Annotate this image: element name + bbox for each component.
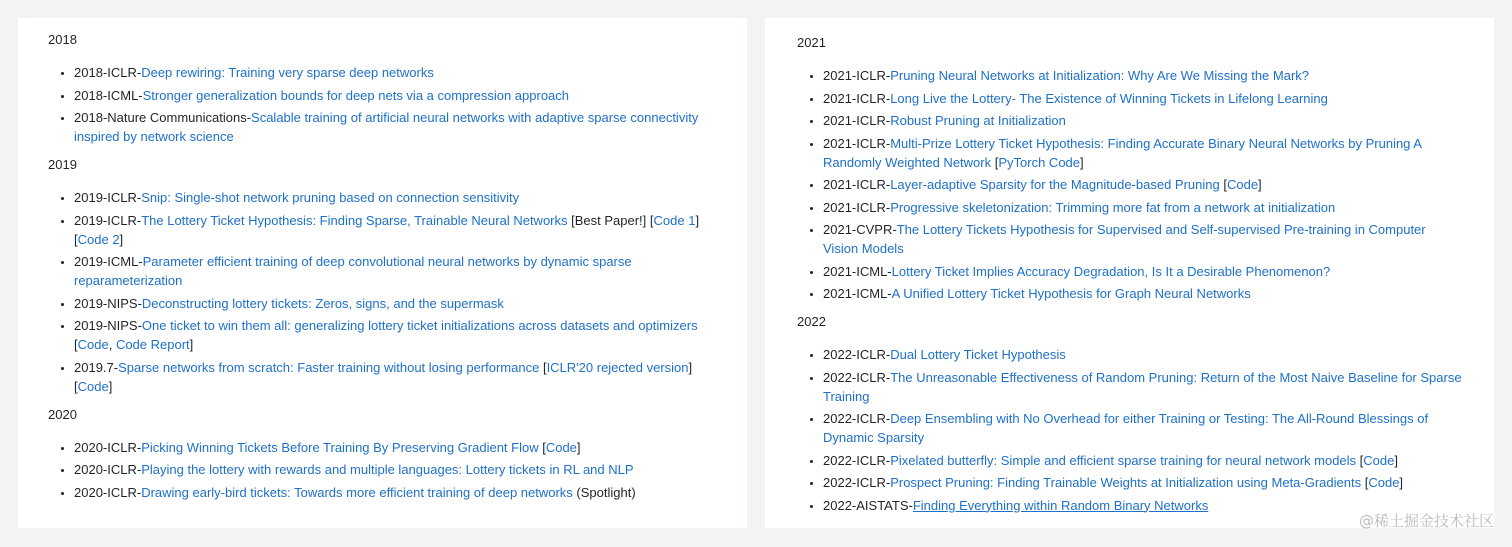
code-link[interactable]: Code xyxy=(1226,177,1259,192)
paper-link[interactable]: Pixelated butterfly: Simple and efficient sparse training for neural network models xyxy=(890,452,1357,468)
year-heading: 2020 xyxy=(48,406,77,422)
item-text: 2022-ICLR- xyxy=(823,452,891,468)
paper-list-item xyxy=(823,368,1464,406)
year-heading: 2019 xyxy=(48,157,77,172)
paper-list-item xyxy=(823,89,1464,108)
item-text: ] xyxy=(1399,475,1404,490)
item-text: 2021-ICML- xyxy=(823,263,892,279)
paper-link[interactable]: Sparse networks from scratch: Faster training without losing performance xyxy=(118,359,540,375)
paper-link[interactable]: Drawing early-bird tickets: Towards more efficient training of deep networks xyxy=(141,484,573,500)
item-text: 2021-ICLR- xyxy=(823,90,891,106)
item-text: 2022-ICLR- xyxy=(823,411,891,426)
item-text: 2019-ICLR- xyxy=(74,212,142,228)
paper-link[interactable]: Robust Pruning at Initialization xyxy=(890,113,1066,128)
item-text: 2019-ICML- xyxy=(74,254,143,269)
item-text: [ xyxy=(74,337,78,352)
code-link[interactable]: ICLR'20 rejected version xyxy=(546,359,689,375)
item-text: 2018-Nature Communications- xyxy=(74,110,252,125)
paper-link[interactable]: Finding Everything within Random Binary Networks xyxy=(912,497,1209,513)
paper-list-item xyxy=(74,316,717,354)
paper-list-item xyxy=(823,66,1464,85)
paper-list-item xyxy=(74,63,717,82)
item-text: 2021-CVPR- xyxy=(823,222,897,237)
paper-link[interactable]: Progressive skeletonization: Trimming more fat from a network at initialization xyxy=(890,199,1336,215)
item-text: ] [ xyxy=(74,359,693,394)
item-text: ] xyxy=(1258,177,1262,192)
code-link[interactable]: Code xyxy=(77,337,109,352)
paper-link[interactable]: Deep rewiring: Training very sparse deep networks xyxy=(141,65,434,80)
item-text: , xyxy=(108,337,116,352)
item-text: 2020-ICLR- xyxy=(74,439,142,455)
code-link[interactable]: Code xyxy=(77,378,109,394)
paper-link[interactable]: Layer-adaptive Sparsity for the Magnitude-based Pruning xyxy=(890,177,1220,192)
paper-list-item xyxy=(823,134,1464,172)
item-text: 2019-ICLR- xyxy=(74,190,142,205)
paper-link[interactable]: Picking Winning Tickets Before Training By Preserving Gradient Flow xyxy=(141,439,539,455)
item-text: ] [ xyxy=(74,212,700,247)
paper-link[interactable]: Long Live the Lottery- The Existence of Winning Tickets in Lifelong Learning xyxy=(890,90,1328,106)
item-text: [Best Paper!] [ xyxy=(567,212,654,228)
paper-list xyxy=(797,66,1464,303)
paper-list xyxy=(48,188,717,396)
year-heading: 2021 xyxy=(797,35,826,50)
paper-list-item xyxy=(823,451,1464,470)
item-text: ] xyxy=(119,231,124,247)
paper-list-item xyxy=(74,86,717,105)
paper-list-item xyxy=(823,111,1464,130)
paper-link[interactable]: Lottery Ticket Implies Accuracy Degradation, Is It a Desirable Phenomenon? xyxy=(891,263,1331,279)
paper-list-item xyxy=(74,358,717,396)
paper-link[interactable]: The Lottery Tickets Hypothesis for Supervised and Self-supervised Pre-training in Computer Vision Models xyxy=(823,222,1426,256)
item-text: 2021-ICLR- xyxy=(823,135,891,151)
paper-list-item xyxy=(74,483,717,502)
item-text: [ xyxy=(1356,452,1364,468)
paper-link[interactable]: The Unreasonable Effectiveness of Random Pruning: Return of the Most Naive Baseline for Sparse Training xyxy=(823,369,1462,404)
paper-link[interactable]: The Lottery Ticket Hypothesis: Finding Sparse, Trainable Neural Networks xyxy=(141,212,568,228)
item-text: 2018-ICLR- xyxy=(74,65,142,80)
item-text: [ xyxy=(991,154,999,170)
item-text: ] xyxy=(108,378,113,394)
item-text: 2019-NIPS- xyxy=(74,295,142,311)
item-text: [ xyxy=(538,439,546,455)
paper-list-item xyxy=(74,252,717,290)
right-panel xyxy=(765,18,1494,528)
item-text: (Spotlight) xyxy=(572,484,636,500)
paper-link[interactable]: Prospect Pruning: Finding Trainable Weights at Initialization using Meta-Gradients xyxy=(890,475,1362,490)
paper-list-item xyxy=(74,460,717,479)
item-text: ] xyxy=(576,439,581,455)
paper-link[interactable]: Parameter efficient training of deep convolutional neural networks by dynamic sparse reparameterization xyxy=(74,254,632,288)
code-link[interactable]: Code xyxy=(1363,452,1395,468)
paper-list-item xyxy=(823,409,1464,447)
year-heading: 2022 xyxy=(797,314,826,329)
paper-list xyxy=(48,438,717,502)
year-heading: 2018 xyxy=(48,32,77,47)
item-text: 2022-AISTATS- xyxy=(823,497,913,513)
paper-link[interactable]: Scalable training of artificial neural networks with adaptive sparse connectivity inspired by network science xyxy=(74,110,699,144)
paper-link[interactable]: A Unified Lottery Ticket Hypothesis for Graph Neural Networks xyxy=(891,286,1251,301)
item-text: 2022-ICLR- xyxy=(823,347,891,362)
paper-link[interactable]: Pruning Neural Networks at Initialization: Why Are We Missing the Mark? xyxy=(890,68,1310,83)
paper-list-item xyxy=(74,294,717,313)
paper-list-item xyxy=(823,262,1464,281)
paper-link[interactable]: Playing the lottery with rewards and multiple languages: Lottery tickets in RL and NLP xyxy=(141,462,634,477)
paper-link[interactable]: Deconstructing lottery tickets: Zeros, signs, and the supermask xyxy=(141,295,504,311)
paper-list-item xyxy=(74,211,717,249)
paper-list xyxy=(48,63,717,146)
paper-link[interactable]: One ticket to win them all: generalizing lottery ticket initializations across datasets and optimizers xyxy=(141,318,698,333)
code-link[interactable]: Code 1 xyxy=(653,212,696,228)
item-text: [ xyxy=(539,359,547,375)
paper-list-item xyxy=(823,220,1464,258)
paper-link[interactable]: Stronger generalization bounds for deep nets via a compression approach xyxy=(142,87,570,103)
watermark: @稀土掘金技术社区 xyxy=(1358,512,1494,530)
paper-list-item xyxy=(74,188,717,207)
left-panel xyxy=(18,18,747,528)
item-text: 2022-ICLR- xyxy=(823,369,891,385)
item-text: [ xyxy=(1361,475,1369,490)
paper-link[interactable]: Multi-Prize Lottery Ticket Hypothesis: Finding Accurate Binary Neural Networks by Pruning A Randomly Weighted Network xyxy=(823,135,1422,170)
code-link[interactable]: PyTorch Code xyxy=(998,154,1081,170)
paper-list xyxy=(797,345,1464,515)
item-text: 2020-ICLR- xyxy=(74,484,142,500)
code-link[interactable]: Code 2 xyxy=(77,231,120,247)
item-text: 2021-ICLR- xyxy=(823,199,891,215)
paper-list-item xyxy=(823,284,1464,303)
item-text: ] xyxy=(189,337,194,352)
paper-list-item xyxy=(823,345,1464,364)
code-link[interactable]: Code Report xyxy=(115,337,190,352)
item-text: 2020-ICLR- xyxy=(74,462,142,477)
item-text: 2018-ICML- xyxy=(74,87,143,103)
paper-list-item xyxy=(823,473,1464,492)
item-text: [ xyxy=(1219,177,1227,192)
paper-list-item xyxy=(74,438,717,457)
code-link[interactable]: Code xyxy=(1368,475,1400,490)
code-link[interactable]: Code xyxy=(545,439,577,455)
paper-list-item xyxy=(74,108,717,146)
item-text: 2021-ICLR- xyxy=(823,113,891,128)
item-text: ] xyxy=(1080,154,1084,170)
paper-link[interactable]: Deep Ensembling with No Overhead for either Training or Testing: The All-Round Blessings of Dynamic Sparsity xyxy=(823,411,1429,445)
paper-list-item xyxy=(823,175,1464,194)
item-text: ] xyxy=(1394,452,1398,468)
paper-list-item xyxy=(823,198,1464,217)
paper-link[interactable]: Dual Lottery Ticket Hypothesis xyxy=(890,347,1066,362)
item-text: 2019.7- xyxy=(74,359,119,375)
item-text: 2019-NIPS- xyxy=(74,318,142,333)
item-text: 2021-ICML- xyxy=(823,286,892,301)
item-text: 2022-ICLR- xyxy=(823,475,891,490)
paper-link[interactable]: Snip: Single-shot network pruning based on connection sensitivity xyxy=(141,190,520,205)
item-text: 2021-ICLR- xyxy=(823,68,891,83)
item-text: 2021-ICLR- xyxy=(823,177,891,192)
